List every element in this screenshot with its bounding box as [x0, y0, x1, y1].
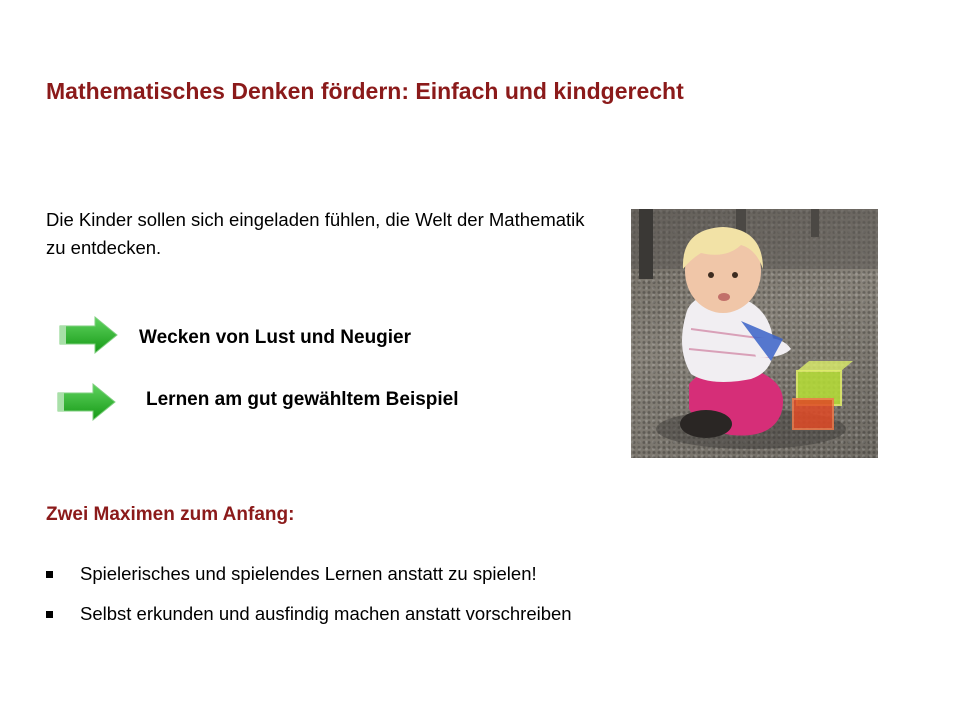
intro-text: Die Kinder sollen sich eingeladen fühlen, die Welt der Mathematik zu entdecken.	[46, 209, 585, 258]
slide-title: Mathematisches Denken fördern: Einfach und kindgerecht	[46, 78, 684, 104]
green-arrow-icon	[55, 382, 117, 422]
bullet-square-icon	[46, 571, 53, 578]
maxims-heading: Zwei Maximen zum Anfang:	[46, 504, 295, 525]
maxim-text: Spielerisches und spielendes Lernen anstatt zu spielen!	[80, 563, 537, 584]
list-item	[46, 603, 572, 625]
bullet-square-icon	[46, 611, 53, 618]
child-with-blocks-photo	[631, 209, 878, 458]
point-lust-neugier: Wecken von Lust und Neugier	[139, 327, 412, 348]
list-item	[46, 563, 537, 585]
maxim-text: Selbst erkunden und ausfindig machen anstatt vorschreiben	[80, 603, 572, 624]
point-beispiel: Lernen am gut gewähltem Beispiel	[146, 389, 459, 410]
green-arrow-icon	[57, 315, 119, 355]
